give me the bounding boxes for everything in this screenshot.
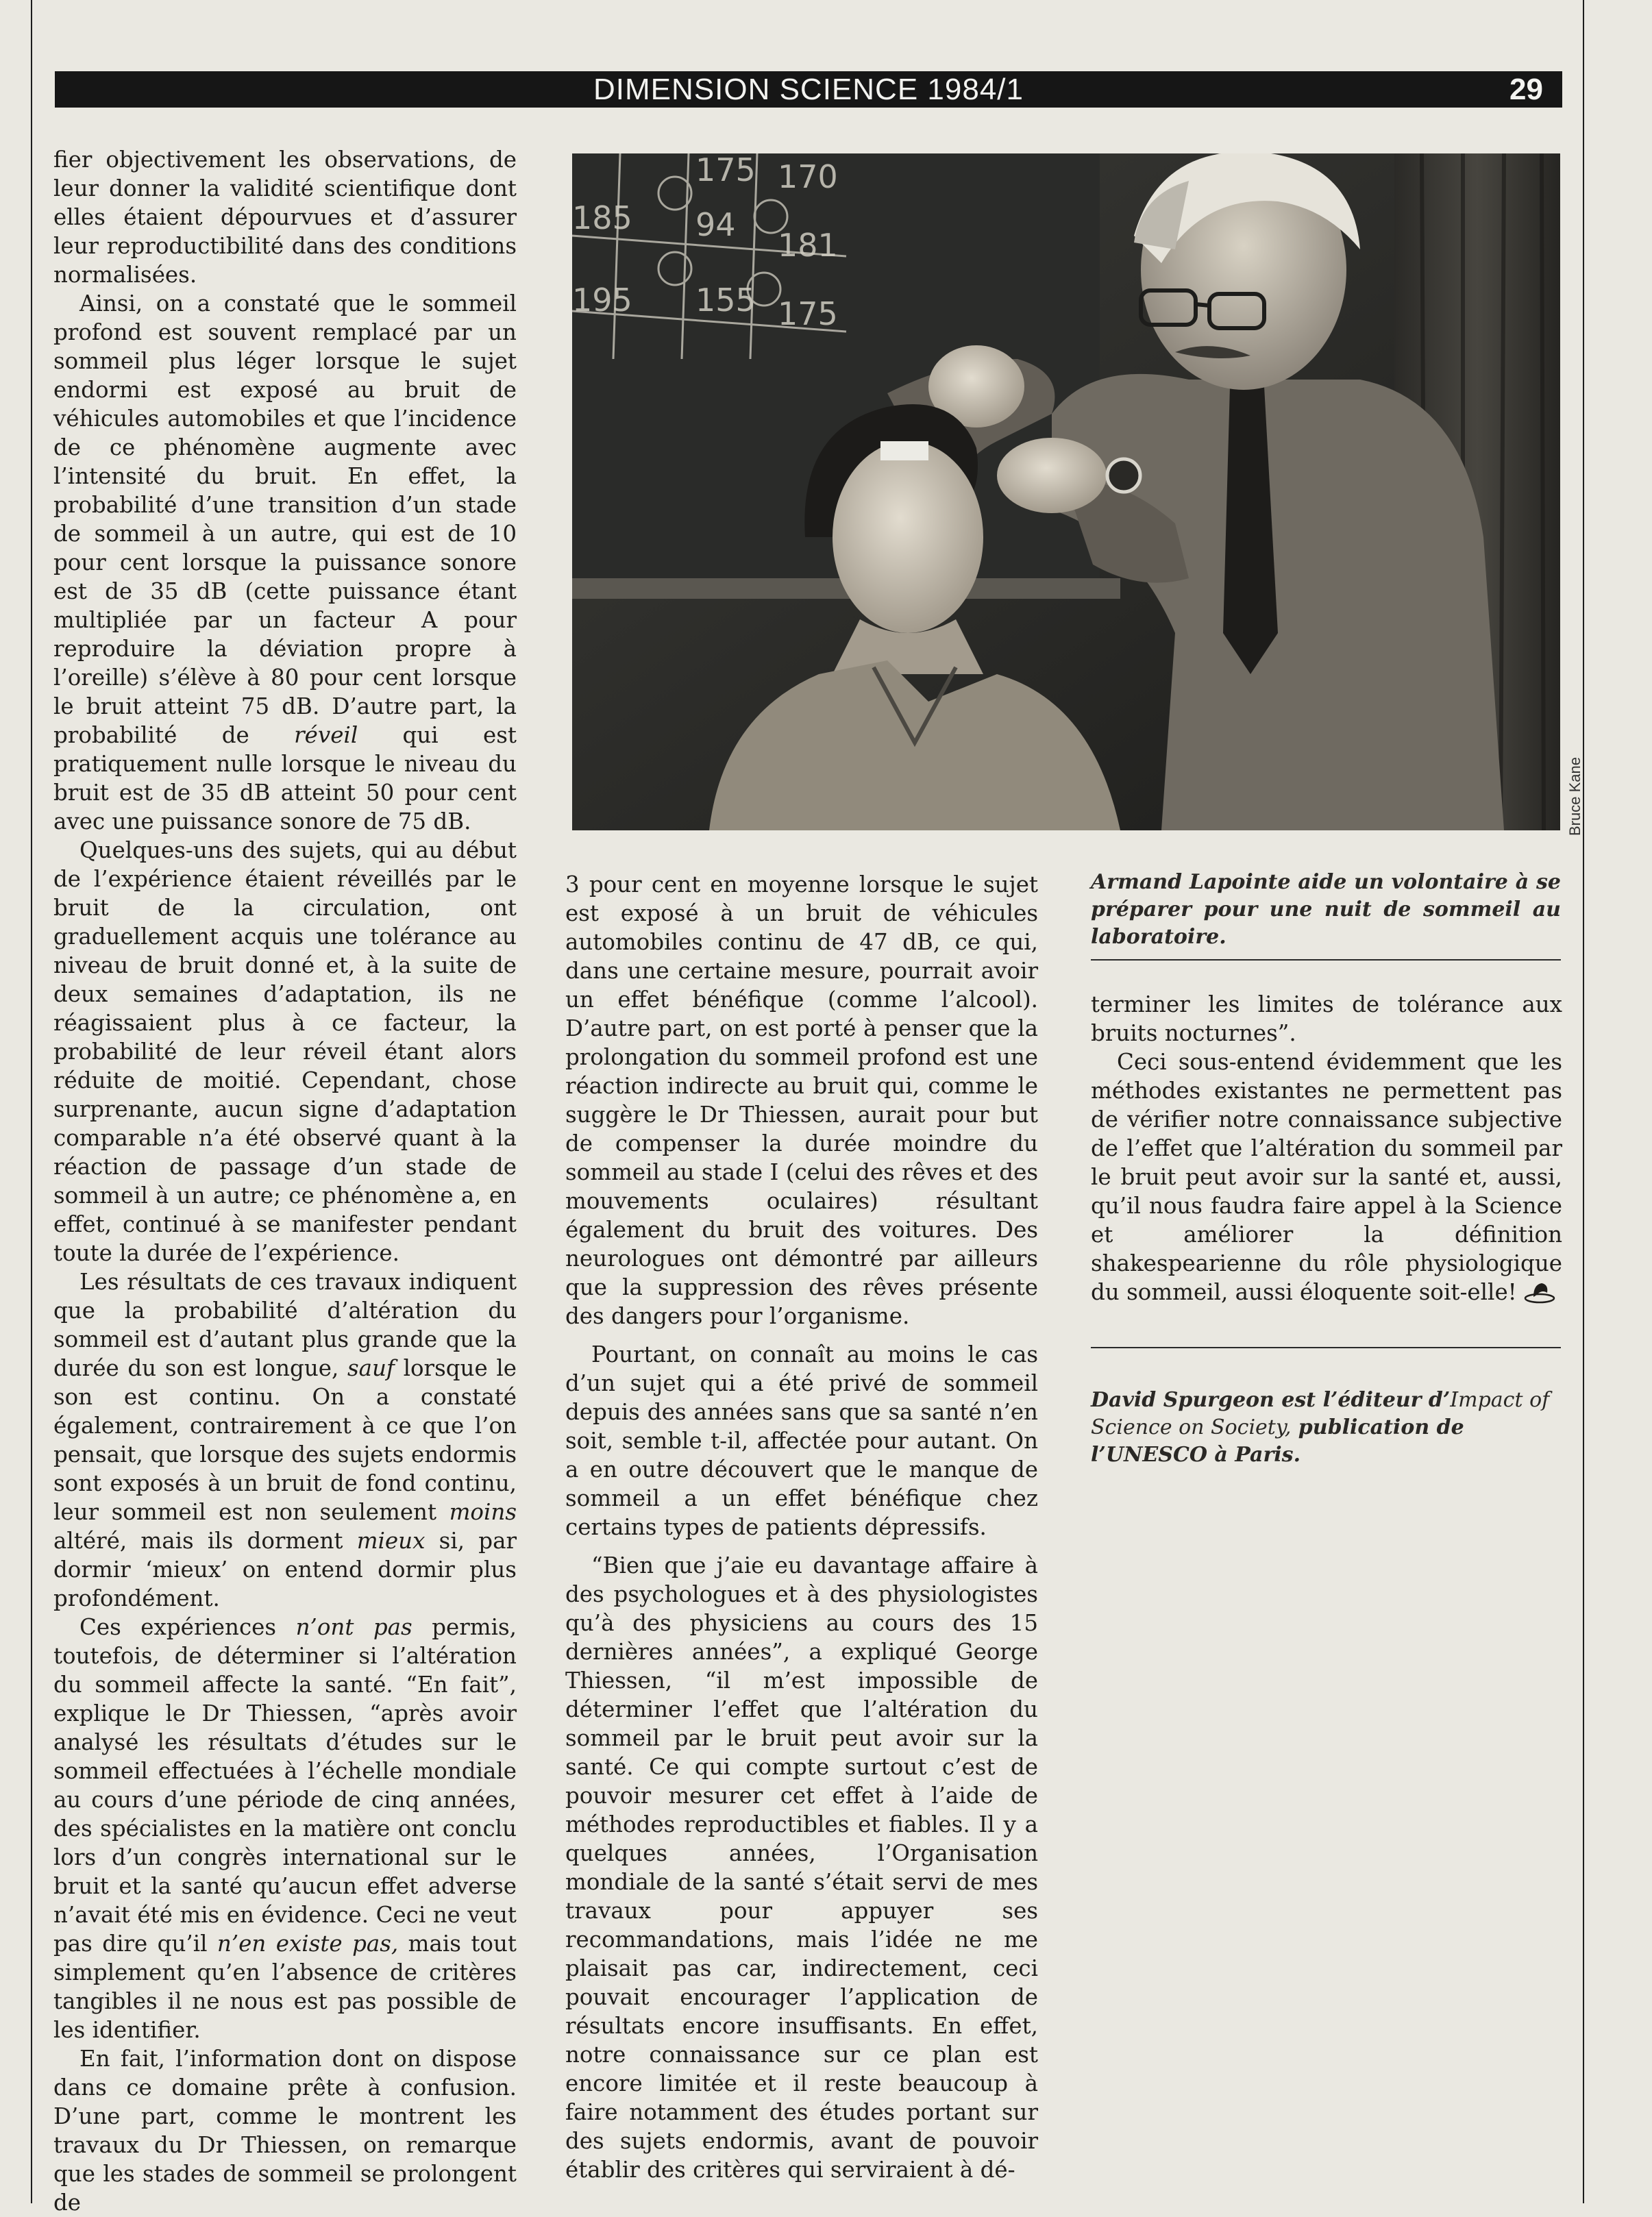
chalk-number: 181 bbox=[778, 227, 838, 264]
paragraph: En fait, l’information dont on dispose dans ce domaine prête à confusion. D’une part, comme le montrent les travaux du Dr Thiessen, on remarque que les stades de sommeil se prolongent de bbox=[53, 2046, 517, 2216]
caption-divider bbox=[1091, 959, 1561, 961]
chalk-number: 94 bbox=[695, 206, 736, 243]
running-header bbox=[55, 71, 1562, 108]
chalk-number: 170 bbox=[778, 158, 838, 195]
photo-caption: Armand Lapointe aide un volontaire à se préparer pour une nuit de sommeil au laboratoire. bbox=[1091, 870, 1561, 949]
paragraph: Ces expériences n’ont pas permis, toutefois, de déterminer si l’altération du sommeil affecte la santé. “En fait”, explique le Dr Thiessen, “après avoir analysé les résultats d’études sur le sommeil effectuées à l’échelle mondiale au cours d’une période de cinq années, des spécialistes en la matière ont conclu lors d’un congrès international sur le bruit et la santé qu’aucun effet adverse n’avait été mis en évidence. Ceci ne veut pas dire qu’il n’en existe pas, mais tout simplement qu’en l’absence de critères tangibles il ne nous est pas possible de les identifier. bbox=[53, 1614, 517, 2043]
paragraph: Les résultats de ces travaux indiquent que la probabilité d’altération du sommeil est d’autant plus grande que la durée du son est longue, sauf lorsque le son est continu. On a constaté également, contrairement à ce que l’on pensait, que lorsque des sujets endormis sont exposés à un bruit de fond continu, leur sommeil est non seulement moins altéré, mais ils dorment mieux si, par dormir ‘mieux’ on entend dormir plus profondément. bbox=[53, 1269, 517, 1611]
paragraph: Pourtant, on connaît au moins le cas d’un sujet qui a été privé de sommeil depuis des années sans que sa santé n’en soit, semble t-il, affectée pour autant. On a en outre découvert que le manque de sommeil a un effet bénéfique chez certains types de patients dépressifs. bbox=[565, 1341, 1038, 1540]
author-bio: David Spurgeon est l’éditeur d’Impact of Science on Society, publication de l’UNESCO à Paris. bbox=[1091, 1388, 1550, 1467]
paragraph: Ceci sous-entend évidemment que les méthodes existantes ne permettent pas de vérifier notre connaissance subjective de l’effet que l’altération du sommeil par le bruit peut avoir sur la santé et, aussi, qu’il nous faudra faire appel à la Science et améliorer la définition shakespearienne du rôle physiologique du sommeil, aussi éloquente soit-elle! bbox=[1091, 1049, 1562, 1305]
chalk-number: 155 bbox=[695, 282, 756, 319]
paragraph-gap bbox=[565, 1541, 1038, 1551]
paragraph: Ainsi, on a constaté que le sommeil profond est souvent remplacé par un sommeil plus léger lorsque le sujet endormi est exposé au bruit de véhicules automobiles et que l’incidence de ce phénomène augmente avec l’intensité du bruit. En effet, la probabilité d’une transition d’un stade de sommeil à un autre, qui est de 10 pour cent lorsque la puissance sonore est de 35 dB (cette puissance étant multipliée par un facteur A pour reproduire la déviation propre à l’oreille) s’élève à 80 pour cent lorsque le bruit atteint 75 dB. D’autre part, la probabilité de réveil qui est pratiquement nulle lorsque le niveau du bruit est de 35 dB atteint 50 pour cent avec une puissance sonore de 75 dB. bbox=[53, 290, 517, 834]
page-number: 29 bbox=[1509, 73, 1543, 106]
chalk-number: 185 bbox=[572, 199, 632, 236]
text-column-3 bbox=[1091, 990, 1562, 1306]
paragraph: 3 pour cent en moyenne lorsque le sujet est exposé à un bruit de véhicules automobiles continu de 47 dB, ce qui, dans une certaine mesure, pourrait avoir un effet bénéfique (comme l’alcool). D’autre part, on est porté à penser que la prolongation du sommeil profond est une réaction indirecte au bruit qui, comme le suggère le Dr Thiessen, aurait pour but de compenser la durée moindre du sommeil au stade I (celui des rêves et des mouvements oculaires) résultant également du bruit des voitures. Des neurologues ont démontré par ailleurs que la suppression des rêves présente des dangers pour l’organisme. bbox=[565, 871, 1038, 1329]
paragraph-gap bbox=[565, 1330, 1038, 1340]
magazine-title: DIMENSION SCIENCE 1984/1 bbox=[593, 73, 1024, 106]
bio-divider bbox=[1091, 1347, 1561, 1348]
text-column-2 bbox=[565, 870, 1038, 2184]
publication-title: Impact of Science on Society, bbox=[1091, 1388, 1550, 1439]
paragraph: terminer les limites de tolérance aux bruits nocturnes”. bbox=[1091, 991, 1562, 1046]
paragraph: “Bien que j’aie eu davantage affaire à des psychologues et à des physiologistes qu’à des physiciens au cours des 15 dernières années”, a expliqué George Thiessen, “il m’est impossible de déterminer l’effet que l’altération du sommeil par le bruit peut avoir sur la santé. Ce qui compte surtout c’est de pouvoir mesurer cet effet à l’aide de méthodes reproductibles et fiables. Il y a quelques années, l’Organisation mondiale de la santé s’était servi de mes travaux pour appuyer ses recommandations, mais l’idée ne me plaisait pas car, indirectement, ceci pouvait encourager l’application de résultats encore insuffisants. En effet, notre connaissance sur ce plan est encore limitée et il reste beaucoup à faire notamment des études portant sur des sujets endormis, avant de pouvoir établir des critères qui serviraient à dé- bbox=[565, 1552, 1038, 2183]
article-photo bbox=[572, 153, 1560, 830]
paragraph: Quelques-uns des sujets, qui au début de l’expérience étaient réveillés par le bruit de la circulation, ont graduellement acquis une tolérance au niveau de bruit donné et, à la suite de deux semaines d’adaptation, ils ne réagissaient plus à ce facteur, la probabilité de leur réveil étant alors réduite de moitié. Cependant, chose surprenante, aucun signe d’adaptation comparable n’a été observé quant à la réaction de passage d’un stade de sommeil à un autre; ce phénomène a, en effet, continué à se manifester pendant toute la durée de l’expérience. bbox=[53, 837, 517, 1266]
paragraph: fier objectivement les observations, de leur donner la validité scientifique dont elles étaient dépourvues et d’assurer leur reproductibilité dans des conditions normalisées. bbox=[53, 147, 517, 288]
photo-credit: Bruce Kane bbox=[1566, 757, 1583, 836]
chalk-number: 175 bbox=[695, 153, 756, 188]
right-margin-rule bbox=[1583, 0, 1584, 2203]
chalk-number: 175 bbox=[778, 295, 838, 332]
photo-illustration bbox=[572, 153, 1560, 830]
left-margin-rule bbox=[31, 0, 32, 2203]
text-column-1 bbox=[53, 145, 517, 2217]
chalk-number: 195 bbox=[572, 282, 632, 319]
end-of-article-logo-icon bbox=[1524, 1280, 1555, 1304]
